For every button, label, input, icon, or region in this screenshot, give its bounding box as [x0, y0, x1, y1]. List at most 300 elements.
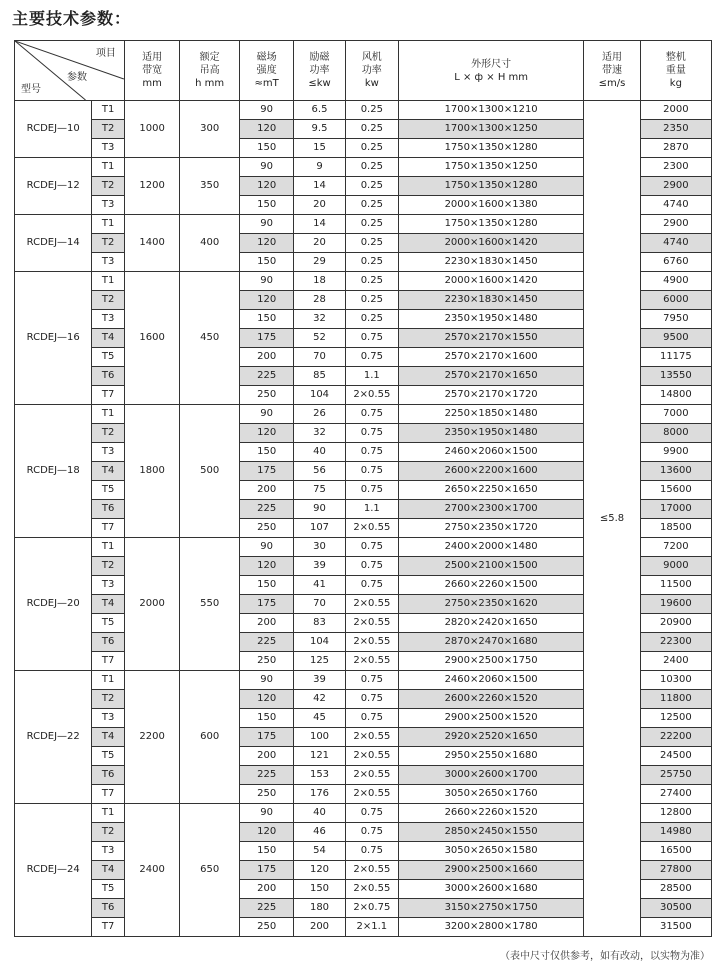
weight-cell: 7200: [640, 538, 711, 557]
field-strength-cell: 200: [239, 614, 293, 633]
field-strength-cell: 90: [239, 101, 293, 120]
excitation-power-cell: 40: [294, 804, 345, 823]
weight-cell: 4740: [640, 196, 711, 215]
weight-cell: 30500: [640, 899, 711, 918]
excitation-power-cell: 104: [294, 386, 345, 405]
type-cell: T2: [92, 120, 124, 139]
fan-power-cell: 0.75: [345, 709, 398, 728]
dimension-cell: 2230×1830×1450: [399, 253, 584, 272]
field-strength-cell: 175: [239, 462, 293, 481]
header-dim-line: L × ф × H mm: [454, 71, 528, 83]
type-cell: T5: [92, 880, 124, 899]
fan-power-cell: 0.25: [345, 253, 398, 272]
belt-width-cell: 1800: [124, 405, 179, 538]
dimension-cell: 3050×2650×1760: [399, 785, 584, 804]
field-strength-cell: 120: [239, 120, 293, 139]
model-cell: RCDEJ—16: [15, 272, 92, 405]
excitation-power-cell: 176: [294, 785, 345, 804]
type-cell: T7: [92, 519, 124, 538]
type-cell: T1: [92, 538, 124, 557]
excitation-power-cell: 40: [294, 443, 345, 462]
excitation-power-cell: 26: [294, 405, 345, 424]
weight-cell: 11175: [640, 348, 711, 367]
excitation-power-cell: 41: [294, 576, 345, 595]
field-strength-cell: 175: [239, 728, 293, 747]
corner-model-label: 型号: [21, 84, 41, 95]
fan-power-cell: 0.75: [345, 557, 398, 576]
type-cell: T2: [92, 177, 124, 196]
dimension-cell: 2660×2260×1520: [399, 804, 584, 823]
lift-height-cell: 350: [180, 158, 240, 215]
fan-power-cell: 2×0.55: [345, 519, 398, 538]
dimension-cell: 2870×2470×1680: [399, 633, 584, 652]
type-cell: T7: [92, 918, 124, 937]
dimension-cell: 2500×2100×1500: [399, 557, 584, 576]
header-weight-line: kg: [669, 78, 682, 89]
header-field-line: 磁场: [256, 52, 277, 63]
fan-power-cell: 1.1: [345, 500, 398, 519]
belt-width-cell: 2200: [124, 671, 179, 804]
field-strength-cell: 200: [239, 880, 293, 899]
excitation-power-cell: 121: [294, 747, 345, 766]
field-strength-cell: 225: [239, 899, 293, 918]
weight-cell: 2300: [640, 158, 711, 177]
header-fan-line: 功率: [361, 65, 382, 76]
fan-power-cell: 2×0.55: [345, 614, 398, 633]
fan-power-cell: 0.75: [345, 405, 398, 424]
fan-power-cell: 0.75: [345, 424, 398, 443]
dimension-cell: 2750×2350×1620: [399, 595, 584, 614]
field-strength-cell: 200: [239, 348, 293, 367]
dimension-cell: 2350×1950×1480: [399, 424, 584, 443]
dimension-cell: 3200×2800×1780: [399, 918, 584, 937]
excitation-power-cell: 20: [294, 234, 345, 253]
dimension-cell: 2950×2550×1680: [399, 747, 584, 766]
fan-power-cell: 0.75: [345, 842, 398, 861]
excitation-power-cell: 42: [294, 690, 345, 709]
excitation-power-cell: 125: [294, 652, 345, 671]
model-cell: RCDEJ—12: [15, 158, 92, 215]
excitation-power-cell: 75: [294, 481, 345, 500]
fan-power-cell: 2×0.55: [345, 728, 398, 747]
fan-power-cell: 0.25: [345, 139, 398, 158]
dimension-cell: 2250×1850×1480: [399, 405, 584, 424]
type-cell: T1: [92, 101, 124, 120]
field-strength-cell: 120: [239, 234, 293, 253]
type-cell: T4: [92, 462, 124, 481]
type-cell: T5: [92, 747, 124, 766]
weight-cell: 4740: [640, 234, 711, 253]
fan-power-cell: 0.25: [345, 215, 398, 234]
weight-cell: 20900: [640, 614, 711, 633]
fan-power-cell: 0.25: [345, 234, 398, 253]
header-dim-line: 外形尺寸: [471, 58, 512, 70]
excitation-power-cell: 6.5: [294, 101, 345, 120]
fan-power-cell: 0.75: [345, 348, 398, 367]
weight-cell: 27400: [640, 785, 711, 804]
field-strength-cell: 250: [239, 918, 293, 937]
fan-power-cell: 2×0.55: [345, 861, 398, 880]
header-fan-line: 风机: [361, 52, 382, 63]
field-strength-cell: 250: [239, 785, 293, 804]
weight-cell: 25750: [640, 766, 711, 785]
weight-cell: 7950: [640, 310, 711, 329]
corner-header: [15, 41, 125, 101]
dimension-cell: 2230×1830×1450: [399, 291, 584, 310]
excitation-power-cell: 32: [294, 424, 345, 443]
dimension-cell: 2600×2200×1600: [399, 462, 584, 481]
header-row: [15, 41, 712, 101]
field-strength-cell: 90: [239, 215, 293, 234]
model-cell: RCDEJ—10: [15, 101, 92, 158]
type-cell: T5: [92, 614, 124, 633]
field-strength-cell: 250: [239, 652, 293, 671]
weight-cell: 4900: [640, 272, 711, 291]
table-row: [15, 101, 712, 120]
weight-cell: 31500: [640, 918, 711, 937]
table-body: [15, 101, 712, 937]
header-height: [180, 41, 240, 101]
fan-power-cell: 0.75: [345, 804, 398, 823]
fan-power-cell: 0.75: [345, 538, 398, 557]
excitation-power-cell: 100: [294, 728, 345, 747]
fan-power-cell: 0.25: [345, 158, 398, 177]
header-speed-line: 带速: [601, 65, 622, 76]
type-cell: T3: [92, 443, 124, 462]
fan-power-cell: 0.25: [345, 120, 398, 139]
excitation-power-cell: 30: [294, 538, 345, 557]
lift-height-cell: 600: [180, 671, 240, 804]
fan-power-cell: 0.75: [345, 481, 398, 500]
type-cell: T4: [92, 728, 124, 747]
field-strength-cell: 90: [239, 671, 293, 690]
model-cell: RCDEJ—20: [15, 538, 92, 671]
weight-cell: 11500: [640, 576, 711, 595]
excitation-power-cell: 83: [294, 614, 345, 633]
weight-cell: 2350: [640, 120, 711, 139]
fan-power-cell: 2×0.55: [345, 652, 398, 671]
lift-height-cell: 550: [180, 538, 240, 671]
header-speed: [584, 41, 641, 101]
type-cell: T6: [92, 899, 124, 918]
lift-height-cell: 500: [180, 405, 240, 538]
footnote: （表中尺寸仅供参考，如有改动，以实物为准）: [500, 951, 710, 962]
excitation-power-cell: 15: [294, 139, 345, 158]
type-cell: T2: [92, 823, 124, 842]
weight-cell: 13550: [640, 367, 711, 386]
dimension-cell: 2600×2260×1520: [399, 690, 584, 709]
dimension-cell: 1750×1350×1280: [399, 215, 584, 234]
fan-power-cell: 2×0.55: [345, 595, 398, 614]
lift-height-cell: 300: [180, 101, 240, 158]
weight-cell: 9000: [640, 557, 711, 576]
fan-power-cell: 2×1.1: [345, 918, 398, 937]
dimension-cell: 1750×1350×1280: [399, 177, 584, 196]
fan-power-cell: 0.75: [345, 690, 398, 709]
dimension-cell: 1750×1350×1280: [399, 139, 584, 158]
field-strength-cell: 150: [239, 443, 293, 462]
field-strength-cell: 120: [239, 823, 293, 842]
type-cell: T4: [92, 329, 124, 348]
dimension-cell: 1750×1350×1250: [399, 158, 584, 177]
excitation-power-cell: 56: [294, 462, 345, 481]
field-strength-cell: 175: [239, 329, 293, 348]
excitation-power-cell: 90: [294, 500, 345, 519]
field-strength-cell: 120: [239, 424, 293, 443]
belt-width-cell: 1400: [124, 215, 179, 272]
weight-cell: 17000: [640, 500, 711, 519]
type-cell: T5: [92, 481, 124, 500]
header-width-line: 带宽: [142, 65, 163, 76]
model-cell: RCDEJ—14: [15, 215, 92, 272]
header-height-line: 额定: [199, 52, 220, 63]
weight-cell: 6000: [640, 291, 711, 310]
type-cell: T3: [92, 709, 124, 728]
excitation-power-cell: 20: [294, 196, 345, 215]
weight-cell: 2900: [640, 177, 711, 196]
corner-item-label: 项目: [95, 48, 116, 59]
fan-power-cell: 0.25: [345, 291, 398, 310]
type-cell: T3: [92, 576, 124, 595]
field-strength-cell: 90: [239, 272, 293, 291]
excitation-power-cell: 54: [294, 842, 345, 861]
header-width-line: mm: [142, 78, 162, 89]
fan-power-cell: 2×0.75: [345, 899, 398, 918]
excitation-power-cell: 32: [294, 310, 345, 329]
dimension-cell: 2570×2170×1720: [399, 386, 584, 405]
dimension-cell: 2570×2170×1550: [399, 329, 584, 348]
type-cell: T6: [92, 766, 124, 785]
field-strength-cell: 225: [239, 500, 293, 519]
header-height-line: 吊高: [199, 65, 220, 76]
excitation-power-cell: 150: [294, 880, 345, 899]
field-strength-cell: 90: [239, 538, 293, 557]
excitation-power-cell: 9.5: [294, 120, 345, 139]
weight-cell: 12500: [640, 709, 711, 728]
excitation-power-cell: 46: [294, 823, 345, 842]
dimension-cell: 2820×2420×1650: [399, 614, 584, 633]
type-cell: T7: [92, 386, 124, 405]
dimension-cell: 1700×1300×1210: [399, 101, 584, 120]
fan-power-cell: 2×0.55: [345, 633, 398, 652]
dimension-cell: 3000×2600×1680: [399, 880, 584, 899]
fan-power-cell: 0.75: [345, 671, 398, 690]
weight-cell: 22300: [640, 633, 711, 652]
excitation-power-cell: 14: [294, 177, 345, 196]
field-strength-cell: 225: [239, 367, 293, 386]
field-strength-cell: 200: [239, 747, 293, 766]
weight-cell: 14980: [640, 823, 711, 842]
field-strength-cell: 150: [239, 139, 293, 158]
type-cell: T4: [92, 595, 124, 614]
dimension-cell: 2350×1950×1480: [399, 310, 584, 329]
type-cell: T3: [92, 842, 124, 861]
type-cell: T1: [92, 671, 124, 690]
field-strength-cell: 150: [239, 196, 293, 215]
dimension-cell: 2000×1600×1420: [399, 234, 584, 253]
dimension-cell: 2460×2060×1500: [399, 671, 584, 690]
header-weight: [640, 41, 711, 101]
lift-height-cell: 400: [180, 215, 240, 272]
excitation-power-cell: 70: [294, 595, 345, 614]
weight-cell: 9500: [640, 329, 711, 348]
field-strength-cell: 120: [239, 557, 293, 576]
type-cell: T6: [92, 367, 124, 386]
type-cell: T1: [92, 804, 124, 823]
excitation-power-cell: 39: [294, 557, 345, 576]
dimension-cell: 2900×2500×1660: [399, 861, 584, 880]
fan-power-cell: 0.25: [345, 310, 398, 329]
weight-cell: 2900: [640, 215, 711, 234]
dimension-cell: 2650×2250×1650: [399, 481, 584, 500]
weight-cell: 2870: [640, 139, 711, 158]
type-cell: T2: [92, 424, 124, 443]
header-weight-line: 整机: [665, 52, 686, 63]
excitation-power-cell: 14: [294, 215, 345, 234]
belt-width-cell: 1200: [124, 158, 179, 215]
type-cell: T2: [92, 234, 124, 253]
excitation-power-cell: 70: [294, 348, 345, 367]
fan-power-cell: 2×0.55: [345, 880, 398, 899]
excitation-power-cell: 28: [294, 291, 345, 310]
dimension-cell: 2570×2170×1600: [399, 348, 584, 367]
header-exc-line: 功率: [309, 65, 330, 76]
header-exc-line: 励磁: [309, 52, 330, 63]
excitation-power-cell: 107: [294, 519, 345, 538]
header-fan: [345, 41, 398, 101]
type-cell: T5: [92, 348, 124, 367]
weight-cell: 6760: [640, 253, 711, 272]
type-cell: T7: [92, 785, 124, 804]
field-strength-cell: 90: [239, 405, 293, 424]
weight-cell: 15600: [640, 481, 711, 500]
field-strength-cell: 250: [239, 519, 293, 538]
excitation-power-cell: 85: [294, 367, 345, 386]
header-speed-line: ≤m/s: [598, 78, 626, 89]
model-cell: RCDEJ—18: [15, 405, 92, 538]
type-cell: T2: [92, 291, 124, 310]
field-strength-cell: 225: [239, 766, 293, 785]
corner-param-label: 参数: [67, 72, 87, 83]
field-strength-cell: 90: [239, 158, 293, 177]
field-strength-cell: 225: [239, 633, 293, 652]
dimension-cell: 3150×2750×1750: [399, 899, 584, 918]
header-exc-line: ≤kw: [308, 78, 331, 89]
lift-height-cell: 450: [180, 272, 240, 405]
dimension-cell: 2460×2060×1500: [399, 443, 584, 462]
fan-power-cell: 0.25: [345, 177, 398, 196]
excitation-power-cell: 52: [294, 329, 345, 348]
type-cell: T4: [92, 861, 124, 880]
weight-cell: 8000: [640, 424, 711, 443]
dimension-cell: 2750×2350×1720: [399, 519, 584, 538]
type-cell: T3: [92, 196, 124, 215]
field-strength-cell: 120: [239, 291, 293, 310]
weight-cell: 18500: [640, 519, 711, 538]
belt-speed-cell: ≤5.8: [584, 101, 641, 937]
excitation-power-cell: 180: [294, 899, 345, 918]
header-speed-line: 适用: [601, 52, 622, 63]
belt-width-cell: 2400: [124, 804, 179, 937]
belt-width-cell: 2000: [124, 538, 179, 671]
field-strength-cell: 250: [239, 386, 293, 405]
field-strength-cell: 200: [239, 481, 293, 500]
type-cell: T7: [92, 652, 124, 671]
dimension-cell: 2900×2500×1750: [399, 652, 584, 671]
header-height-line: h mm: [195, 78, 225, 89]
fan-power-cell: 2×0.55: [345, 766, 398, 785]
type-cell: T1: [92, 272, 124, 291]
fan-power-cell: 0.75: [345, 576, 398, 595]
weight-cell: 19600: [640, 595, 711, 614]
header-field-line: 强度: [256, 65, 277, 76]
model-cell: RCDEJ—24: [15, 804, 92, 937]
type-cell: T2: [92, 690, 124, 709]
fan-power-cell: 0.75: [345, 823, 398, 842]
header-field: [239, 41, 293, 101]
dimension-cell: 3000×2600×1700: [399, 766, 584, 785]
type-cell: T2: [92, 557, 124, 576]
header-fan-line: kw: [364, 78, 379, 89]
weight-cell: 9900: [640, 443, 711, 462]
dimension-cell: 1700×1300×1250: [399, 120, 584, 139]
weight-cell: 2400: [640, 652, 711, 671]
weight-cell: 16500: [640, 842, 711, 861]
fan-power-cell: 0.75: [345, 462, 398, 481]
weight-cell: 27800: [640, 861, 711, 880]
weight-cell: 28500: [640, 880, 711, 899]
field-strength-cell: 120: [239, 690, 293, 709]
belt-width-cell: 1600: [124, 272, 179, 405]
header-width-line: 适用: [142, 52, 163, 63]
excitation-power-cell: 29: [294, 253, 345, 272]
excitation-power-cell: 39: [294, 671, 345, 690]
weight-cell: 14800: [640, 386, 711, 405]
excitation-power-cell: 200: [294, 918, 345, 937]
field-strength-cell: 175: [239, 861, 293, 880]
weight-cell: 2000: [640, 101, 711, 120]
fan-power-cell: 2×0.55: [345, 747, 398, 766]
belt-width-cell: 1000: [124, 101, 179, 158]
weight-cell: 22200: [640, 728, 711, 747]
header-weight-line: 重量: [665, 65, 686, 76]
dimension-cell: 2000×1600×1420: [399, 272, 584, 291]
type-cell: T3: [92, 139, 124, 158]
dimension-cell: 2660×2260×1500: [399, 576, 584, 595]
weight-cell: 7000: [640, 405, 711, 424]
type-cell: T1: [92, 158, 124, 177]
excitation-power-cell: 45: [294, 709, 345, 728]
header-dim: [399, 41, 584, 101]
weight-cell: 11800: [640, 690, 711, 709]
fan-power-cell: 0.75: [345, 329, 398, 348]
field-strength-cell: 150: [239, 842, 293, 861]
excitation-power-cell: 153: [294, 766, 345, 785]
field-strength-cell: 150: [239, 709, 293, 728]
type-cell: T3: [92, 253, 124, 272]
fan-power-cell: 0.75: [345, 443, 398, 462]
field-strength-cell: 175: [239, 595, 293, 614]
weight-cell: 10300: [640, 671, 711, 690]
dimension-cell: 2570×2170×1650: [399, 367, 584, 386]
header-exc: [294, 41, 345, 101]
dimension-cell: 3050×2650×1580: [399, 842, 584, 861]
lift-height-cell: 650: [180, 804, 240, 937]
dimension-cell: 2850×2450×1550: [399, 823, 584, 842]
weight-cell: 13600: [640, 462, 711, 481]
dimension-cell: 2400×2000×1480: [399, 538, 584, 557]
excitation-power-cell: 104: [294, 633, 345, 652]
